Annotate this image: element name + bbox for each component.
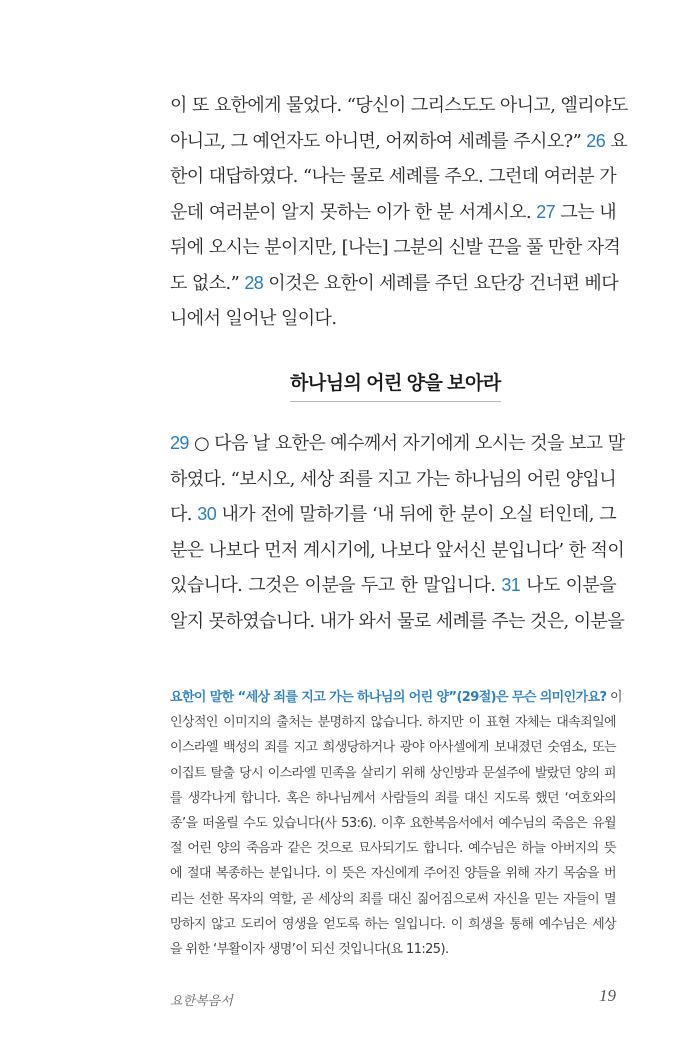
scripture-line [170,462,616,498]
scripture-line [170,266,616,302]
section-heading: 하나님의 어린 양을 보아라 [290,368,501,402]
scripture-line [170,604,625,640]
verse-text: 있습니다. 그것은 이분을 두고 한 말입니다. [170,575,502,596]
verse-text: 도 없소.” [170,272,245,294]
verse-text: 하였다. “보시오, 세상 죄를 지고 가는 하나님의 어린 양입니 [170,468,616,490]
commentary-question: 요한이 말한 “세상 죄를 지고 가는 하나님의 어린 양”(29절)은 무슨 의미인가요? [170,690,607,705]
scripture-line [170,533,625,569]
commentary-line: 인상적인 이미지의 출처는 분명하지 않습니다. 하지만 이 표현 자체는 대속죄일에 [170,715,616,731]
verse-text: 이것은 요한이 세례를 주던 요단강 건너편 베다 [263,272,618,294]
running-footer-title: 요한복음서 [170,994,233,1009]
commentary-line: 망하지 않고 도리어 영생을 얻도록 하는 일입니다. 이 희생을 통해 예수님은 세상 [170,916,616,932]
verse-number: 26 [586,130,606,151]
verse-text: 다. [170,504,198,525]
scripture-line [170,301,616,337]
verse-text: 나도 이분을 [520,575,616,596]
scripture-passage-2 [170,426,625,639]
verse-text: 한이 대답하였다. “나는 물로 세례를 주오. 그런데 여러분 가 [170,166,616,187]
scripture-line [170,426,625,462]
commentary-first-line-tail: 이 [606,690,622,705]
commentary-first-line [170,685,622,710]
verse-text: ○ 다음 날 요한은 예수께서 자기에게 오시는 것을 보고 말 [188,433,625,454]
scripture-line [170,568,616,604]
verse-text: 알지 못하였습니다. 내가 와서 물로 세례를 주는 것은, 이분을 [170,610,625,632]
scripture-line [170,195,616,231]
verse-text: 분은 나보다 먼저 계시기에, 나보다 앞서신 분입니다’ 한 적이 [170,539,625,561]
scripture-line [170,88,628,124]
scripture-passage-1 [170,88,628,337]
verse-text: 니에서 일어난 일이다. [170,308,337,329]
verse-number: 29 [170,433,189,453]
verse-text: 뒤에 오시는 분이지만, [나는] 그분의 신발 끈을 풀 만한 자격 [170,237,621,258]
scripture-line [170,159,616,195]
verse-number: 27 [536,201,556,222]
page-number: 19 [599,986,616,1005]
commentary-line: 이집트 탈출 당시 이스라엘 민족을 살리기 위해 상인방과 문설주에 발랐던 양의 피 [170,765,616,781]
commentary-line: 리는 선한 목자의 역할, 곧 세상의 죄를 대신 짊어짐으로써 자신을 믿는 자들이 멸 [170,891,616,907]
verse-text: 운데 여러분이 알지 못하는 이가 한 분 서계시오. [170,201,537,223]
commentary-box [170,685,622,962]
scripture-line [170,124,628,160]
scripture-line [170,230,621,266]
commentary-line: 을 위한 ‘부활이자 생명’이 되신 것입니다(요 11:25). [170,941,449,957]
verse-text: 그는 내 [555,201,616,223]
scripture-line [170,497,616,533]
commentary-line: 에 절대 복종하는 분입니다. 이 뜻은 자신에게 주어진 양들을 위해 자기 목숨을 버 [170,866,616,882]
commentary-line: 이스라엘 백성의 죄를 지고 희생당하거나 광야 아사셀에게 보내졌던 숫염소, 또는 [170,740,616,756]
verse-text: 요 [605,130,628,152]
commentary-line: 종’을 떠올릴 수도 있습니다(사 53:6). 이후 요한복음서에서 예수님의 죽음은 유월 [170,815,616,831]
verse-text: 이 또 요한에게 물었다. “당신이 그리스도도 아니고, 엘리야도 [170,95,628,116]
commentary-line: 절 어린 양의 죽음과 같은 것으로 묘사되기도 합니다. 예수님은 하늘 아버지의 뜻 [170,841,616,857]
commentary-line: 를 생각나게 합니다. 혹은 하나님께서 사람들의 죄를 대신 지도록 했던 ‘여호와의 [170,790,616,806]
verse-text: 내가 전에 말하기를 ‘내 뒤에 한 분이 오실 터인데, 그 [216,504,616,525]
verse-text: 아니고, 그 예언자도 아니면, 어찌하여 세례를 주시오?” [170,130,587,152]
verse-number: 30 [197,504,217,524]
verse-number: 28 [244,272,264,293]
verse-number: 31 [501,575,521,595]
